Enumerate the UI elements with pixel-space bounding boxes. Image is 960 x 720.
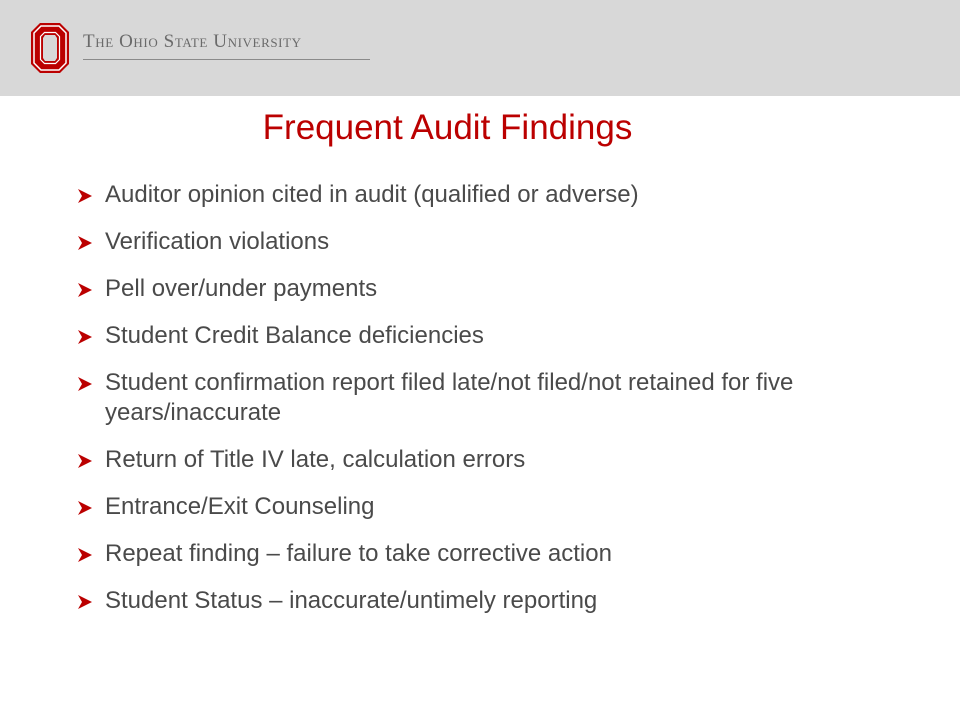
- header-band: [0, 0, 960, 96]
- university-wordmark: The Ohio State University: [83, 31, 302, 52]
- bullet-item: [75, 227, 895, 257]
- arrowhead-bullet-icon: [77, 594, 93, 610]
- bullet-text: Repeat finding – failure to take corrective action: [105, 540, 612, 567]
- arrowhead-bullet-icon: [77, 282, 93, 298]
- bullet-item: [75, 321, 895, 351]
- wordmark-underline: [83, 59, 370, 60]
- arrowhead-bullet-icon: [77, 547, 93, 563]
- arrowhead-bullet-icon: [77, 453, 93, 469]
- bullet-text: Verification violations: [105, 228, 330, 255]
- bullet-item: [75, 539, 895, 569]
- bullet-text: Student confirmation report filed late/not filed/not retained for five years/inaccurate: [105, 369, 794, 426]
- bullet-item: [75, 368, 895, 428]
- bullet-item: [75, 180, 895, 210]
- bullet-text: Return of Title IV late, calculation errors: [105, 446, 526, 473]
- bullet-item: [75, 492, 895, 522]
- bullet-item: [75, 445, 895, 475]
- bullet-text: Entrance/Exit Counseling: [105, 493, 375, 520]
- slide-title: Frequent Audit Findings: [262, 108, 633, 147]
- arrowhead-bullet-icon: [77, 500, 93, 516]
- bullet-item: [75, 586, 895, 616]
- bullet-text: Pell over/under payments: [105, 275, 378, 302]
- bullet-text: Student Status – inaccurate/untimely reporting: [105, 587, 598, 614]
- bullet-item: [75, 274, 895, 304]
- block-o-logo-icon: [30, 22, 70, 74]
- bullet-list: [75, 180, 895, 633]
- bullet-text: Student Credit Balance deficiencies: [105, 322, 484, 349]
- arrowhead-bullet-icon: [77, 329, 93, 345]
- arrowhead-bullet-icon: [77, 235, 93, 251]
- arrowhead-bullet-icon: [77, 188, 93, 204]
- bullet-text: Auditor opinion cited in audit (qualified or adverse): [105, 181, 639, 208]
- arrowhead-bullet-icon: [77, 376, 93, 392]
